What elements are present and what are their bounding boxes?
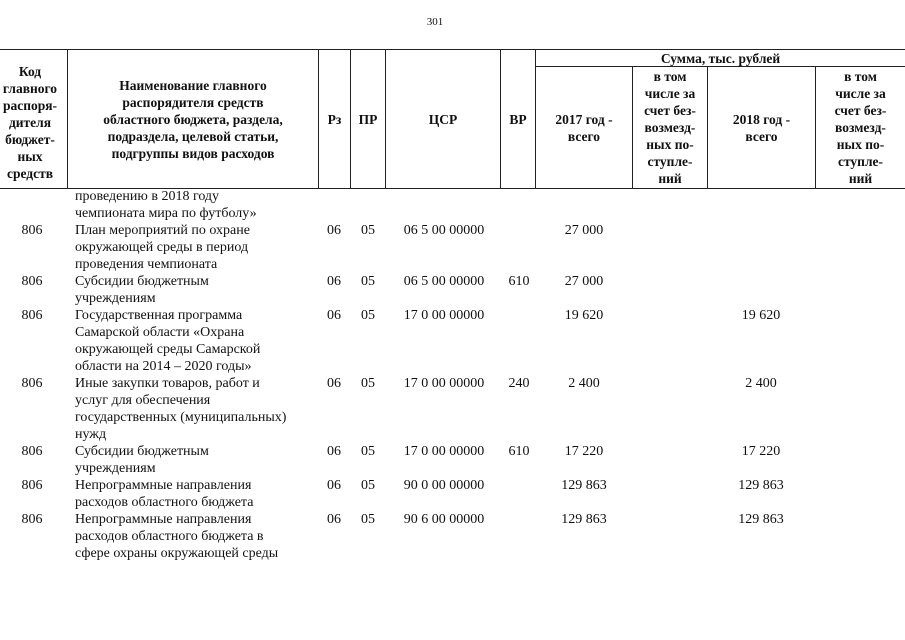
row-sum-2017: 129 863 bbox=[561, 478, 607, 493]
header-2017-incl: в том числе за счет без- возмезд- ных по- ступле- ний bbox=[644, 69, 696, 186]
row-sum-2017: 129 863 bbox=[561, 512, 607, 527]
table-header bbox=[0, 49, 905, 189]
row-rz: 06 bbox=[327, 223, 341, 238]
row-code: 806 bbox=[21, 274, 43, 289]
row-code: 806 bbox=[21, 444, 43, 459]
header-2018-incl: в том числе за счет без- возмезд- ных по- ступле- ний bbox=[834, 69, 887, 186]
row-pr: 05 bbox=[361, 376, 375, 391]
row-pr: 05 bbox=[361, 274, 375, 289]
row-sum-2018: 17 220 bbox=[741, 444, 781, 459]
header-2017-total: 2017 год - всего bbox=[555, 111, 613, 144]
header-rz: Рз bbox=[327, 111, 342, 127]
row-pr: 05 bbox=[361, 512, 375, 527]
row-code: 806 bbox=[21, 223, 43, 238]
row-sum-2017: 17 220 bbox=[564, 444, 604, 459]
header-2018-total: 2018 год - всего bbox=[732, 111, 791, 144]
row-csr: 17 0 00 00000 bbox=[403, 444, 485, 459]
row-rz: 06 bbox=[327, 274, 341, 289]
row-name: Непрограммные направления расходов областного бюджета bbox=[75, 478, 254, 510]
row-code: 806 bbox=[21, 376, 43, 391]
row-sum-2018: 129 863 bbox=[738, 512, 784, 527]
row-rz: 06 bbox=[327, 512, 341, 527]
row-sum-2018: 2 400 bbox=[745, 376, 777, 391]
row-name: проведению в 2018 году чемпионата мира по футболу» bbox=[75, 189, 257, 221]
row-name: Иные закупки товаров, работ и услуг для обеспечения государственных (муниципальных) нужд bbox=[75, 376, 287, 442]
row-code: 806 bbox=[21, 512, 43, 527]
header-name: Наименование главного распорядителя средств областного бюджета, раздела, подраздела, целевой статьи, подгруппы видов расходов bbox=[103, 77, 283, 161]
row-code: 806 bbox=[21, 308, 43, 323]
row-csr: 17 0 00 00000 bbox=[403, 308, 485, 323]
row-rz: 06 bbox=[327, 376, 341, 391]
row-pr: 05 bbox=[361, 308, 375, 323]
row-csr: 90 6 00 00000 bbox=[403, 512, 485, 527]
row-pr: 05 bbox=[361, 223, 375, 238]
row-sum-2018: 19 620 bbox=[741, 308, 781, 323]
row-csr: 06 5 00 00000 bbox=[403, 274, 485, 289]
row-sum-2018: 129 863 bbox=[738, 478, 784, 493]
header-pr: ПР bbox=[358, 111, 378, 127]
row-rz: 06 bbox=[327, 444, 341, 459]
row-vr: 240 bbox=[508, 376, 530, 391]
header-vr: ВР bbox=[509, 111, 527, 127]
row-sum-2017: 27 000 bbox=[564, 223, 604, 238]
row-sum-2017: 27 000 bbox=[564, 274, 604, 289]
row-csr: 90 0 00 00000 bbox=[403, 478, 485, 493]
row-sum-2017: 2 400 bbox=[568, 376, 600, 391]
row-code: 806 bbox=[21, 478, 43, 493]
row-vr: 610 bbox=[508, 444, 530, 459]
page-number: 301 bbox=[426, 16, 444, 28]
row-csr: 17 0 00 00000 bbox=[403, 376, 485, 391]
row-vr: 610 bbox=[508, 274, 530, 289]
row-name: Непрограммные направления расходов областного бюджета в сфере охраны окружающей среды bbox=[75, 512, 279, 561]
row-rz: 06 bbox=[327, 308, 341, 323]
row-csr: 06 5 00 00000 bbox=[403, 223, 485, 238]
row-name: Государственная программа Самарской области «Охрана окружающей среды Самарской области на 2014 – 2020 годы» bbox=[75, 308, 261, 374]
row-name: План мероприятий по охране окружающей среды в период проведения чемпионата bbox=[75, 223, 250, 272]
header-code: Код главного распоря- дителя бюджет- ных средств bbox=[2, 64, 58, 181]
row-name: Субсидии бюджетным учреждениям bbox=[75, 444, 209, 476]
row-rz: 06 bbox=[327, 478, 341, 493]
row-pr: 05 bbox=[361, 444, 375, 459]
header-sum-group: Сумма, тыс. рублей bbox=[660, 50, 781, 66]
row-sum-2017: 19 620 bbox=[564, 308, 604, 323]
header-csr: ЦСР bbox=[428, 111, 458, 127]
row-pr: 05 bbox=[361, 478, 375, 493]
row-name: Субсидии бюджетным учреждениям bbox=[75, 274, 209, 306]
